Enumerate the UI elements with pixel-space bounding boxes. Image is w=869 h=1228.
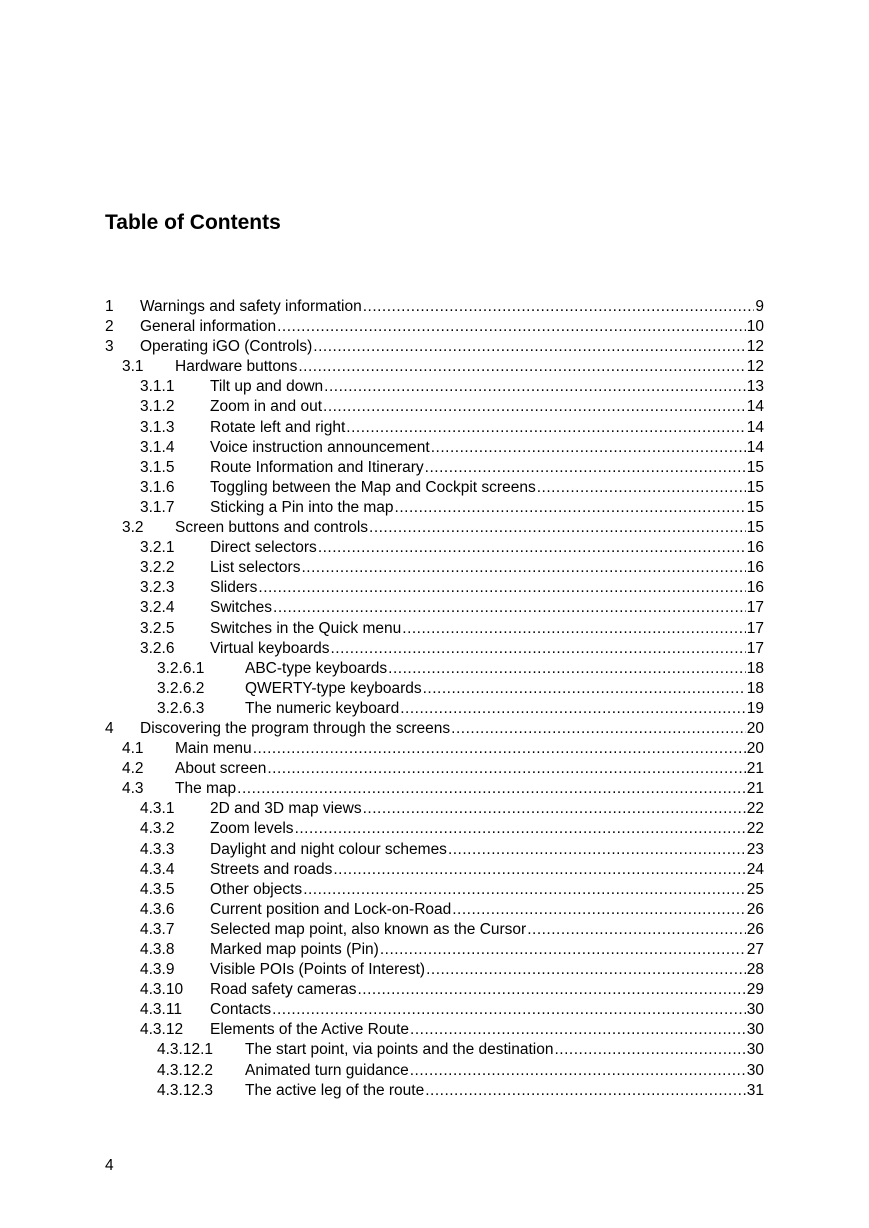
toc-entry[interactable] — [0, 679, 869, 699]
toc-entry-body — [175, 357, 764, 377]
toc-entry[interactable] — [0, 900, 869, 920]
toc-entry-body — [210, 438, 764, 458]
toc-entry[interactable] — [0, 920, 869, 940]
toc-entry-page: 29 — [746, 981, 764, 999]
toc-entry-body — [210, 1020, 764, 1040]
toc-entry-body — [175, 739, 764, 759]
toc-dot-leader — [267, 759, 745, 779]
toc-entry-body — [210, 619, 764, 639]
toc-entry[interactable] — [0, 518, 869, 538]
toc-entry-body — [210, 900, 764, 920]
toc-entry[interactable] — [0, 1081, 869, 1101]
toc-entry-body — [245, 1081, 764, 1101]
toc-entry-body — [210, 639, 764, 659]
toc-entry[interactable] — [0, 960, 869, 980]
toc-entry-page: 20 — [746, 740, 764, 758]
toc-entry-page: 12 — [746, 338, 764, 356]
toc-entry-body — [140, 317, 764, 337]
toc-dot-leader — [380, 940, 746, 960]
toc-entry-page: 30 — [746, 1001, 764, 1019]
toc-dot-leader — [333, 860, 745, 880]
toc-dot-leader — [425, 1081, 746, 1101]
toc-entry-page: 9 — [755, 298, 764, 315]
toc-dot-leader — [431, 438, 746, 458]
toc-entry[interactable] — [0, 639, 869, 659]
toc-entry-title: Warnings and safety information — [140, 297, 363, 317]
toc-entry-number: 3.2.6.2 — [157, 679, 205, 697]
toc-entry-title: Contacts — [210, 1000, 272, 1020]
toc-entry-title: Hardware buttons — [175, 357, 298, 377]
toc-entry-page: 16 — [746, 559, 764, 577]
toc-entry-page: 25 — [746, 880, 764, 898]
toc-entry[interactable] — [0, 880, 869, 900]
toc-entry-number: 3.2.2 — [140, 559, 175, 577]
toc-entry-page: 14 — [746, 398, 764, 416]
toc-dot-leader — [369, 518, 746, 538]
toc-entry-page: 12 — [746, 358, 764, 376]
toc-entry-title: About screen — [175, 759, 267, 779]
toc-entry-number: 4.3.2 — [140, 820, 175, 838]
toc-dot-leader — [273, 598, 746, 618]
toc-dot-leader — [448, 840, 746, 860]
toc-entry-body — [245, 699, 764, 719]
toc-entry[interactable] — [0, 940, 869, 960]
toc-entry-number: 4 — [105, 719, 114, 737]
toc-entry-page: 30 — [746, 1021, 764, 1039]
toc-entry-number: 4.3.8 — [140, 941, 175, 958]
toc-entry-body — [175, 779, 764, 799]
toc-entry-page: 30 — [746, 1061, 764, 1079]
toc-entry-title: 2D and 3D map views — [210, 799, 363, 819]
toc-dot-leader — [258, 578, 745, 598]
toc-entry[interactable] — [0, 357, 869, 377]
toc-dot-leader — [277, 317, 746, 337]
toc-entry-number: 3.1.6 — [140, 478, 175, 496]
toc-entry-number: 3.2.6.3 — [157, 699, 205, 717]
toc-entry-body — [210, 558, 764, 578]
page-number: 4 — [105, 1157, 114, 1174]
toc-dot-leader — [318, 538, 746, 558]
toc-entry-page: 15 — [746, 498, 764, 516]
toc-list — [0, 297, 869, 1101]
toc-entry-number: 2 — [105, 318, 114, 336]
toc-entry[interactable] — [0, 498, 869, 518]
toc-entry-title: Visible POIs (Points of Interest) — [210, 960, 426, 980]
toc-entry-title: Direct selectors — [210, 538, 318, 558]
toc-entry-number: 4.3.7 — [140, 920, 175, 938]
toc-entry-body — [210, 1000, 764, 1020]
toc-entry[interactable] — [0, 1040, 869, 1060]
toc-entry-body — [210, 840, 764, 860]
toc-dot-leader — [357, 980, 745, 1000]
toc-entry[interactable] — [0, 759, 869, 779]
toc-entry-page: 26 — [746, 900, 764, 918]
toc-entry-title: Route Information and Itinerary — [210, 458, 425, 478]
toc-dot-leader — [346, 418, 745, 438]
toc-entry[interactable] — [0, 578, 869, 598]
toc-entry[interactable] — [0, 799, 869, 819]
toc-entry-body — [245, 1061, 764, 1081]
toc-dot-leader — [410, 1020, 746, 1040]
toc-entry-title: Road safety cameras — [210, 980, 357, 1000]
toc-entry[interactable] — [0, 619, 869, 639]
toc-dot-leader — [410, 1061, 746, 1081]
toc-entry-page: 19 — [746, 699, 764, 717]
toc-entry-page: 28 — [746, 961, 764, 979]
toc-dot-leader — [237, 779, 746, 799]
toc-entry-title: Current position and Lock-on-Road — [210, 900, 452, 920]
toc-entry-title: Daylight and night colour schemes — [210, 840, 448, 860]
toc-entry-body — [210, 478, 764, 498]
toc-entry-page: 17 — [746, 639, 764, 657]
toc-dot-leader — [423, 679, 746, 699]
toc-dot-leader — [451, 719, 746, 739]
toc-entry[interactable] — [0, 1000, 869, 1020]
toc-dot-leader — [323, 397, 746, 417]
toc-entry-title: Discovering the program through the screens — [140, 719, 451, 739]
toc-entry-page: 14 — [746, 418, 764, 436]
toc-dot-leader — [272, 1000, 746, 1020]
toc-entry-number: 4.3.6 — [140, 900, 175, 918]
toc-entry-number: 4.3.11 — [140, 1001, 182, 1019]
toc-entry-title: Sticking a Pin into the map — [210, 498, 395, 518]
toc-entry-body — [245, 679, 764, 699]
toc-entry-body — [210, 940, 764, 960]
toc-entry[interactable] — [0, 418, 869, 438]
toc-entry[interactable] — [0, 1020, 869, 1040]
toc-entry-body — [210, 920, 764, 940]
toc-entry-body — [245, 1040, 764, 1060]
toc-entry-number: 4.3.1 — [140, 800, 175, 818]
toc-entry-number: 3.1.1 — [140, 378, 175, 396]
toc-entry-page: 31 — [746, 1081, 764, 1099]
toc-entry[interactable] — [0, 478, 869, 498]
toc-entry-body — [210, 418, 764, 438]
toc-dot-leader — [301, 558, 745, 578]
toc-entry-number: 4.2 — [122, 760, 144, 778]
toc-entry[interactable] — [0, 699, 869, 719]
toc-entry-page: 16 — [746, 539, 764, 557]
toc-entry[interactable] — [0, 377, 869, 397]
toc-entry-body — [245, 659, 764, 679]
toc-entry-body — [210, 538, 764, 558]
toc-dot-leader — [388, 659, 746, 679]
toc-entry-number: 3.2 — [122, 519, 144, 537]
toc-entry-number: 4.3.10 — [140, 981, 184, 999]
toc-entry-body — [210, 498, 764, 518]
toc-entry-page: 15 — [746, 478, 764, 496]
toc-entry-page: 23 — [746, 840, 764, 858]
toc-entry-number: 3.1.2 — [140, 398, 175, 416]
toc-entry-page: 10 — [746, 318, 764, 336]
toc-dot-leader — [527, 920, 746, 940]
toc-entry-number: 1 — [105, 298, 114, 315]
toc-entry-page: 18 — [746, 679, 764, 697]
toc-entry-body — [210, 578, 764, 598]
toc-entry-page: 21 — [746, 780, 764, 798]
toc-entry-page: 30 — [746, 1041, 764, 1059]
toc-entry-page: 17 — [746, 599, 764, 617]
toc-dot-leader — [313, 337, 745, 357]
toc-entry-number: 4.3.12 — [140, 1021, 184, 1039]
toc-entry[interactable] — [0, 819, 869, 839]
toc-entry-number: 4.3.4 — [140, 860, 175, 878]
toc-entry-number: 3 — [105, 338, 114, 356]
toc-entry-title: Elements of the Active Route — [210, 1020, 410, 1040]
toc-entry-title: Zoom in and out — [210, 397, 323, 417]
toc-entry-title: General information — [140, 317, 277, 337]
toc-entry-body — [210, 799, 764, 819]
toc-dot-leader — [537, 478, 746, 498]
toc-entry[interactable] — [0, 779, 869, 799]
toc-entry-body — [175, 759, 764, 779]
toc-entry[interactable] — [0, 598, 869, 618]
toc-entry-body — [210, 458, 764, 478]
toc-dot-leader — [330, 639, 745, 659]
toc-entry-title: Animated turn guidance — [245, 1061, 410, 1081]
toc-entry-number: 3.1.3 — [140, 418, 175, 436]
toc-entry-body — [140, 297, 764, 317]
toc-entry-page: 13 — [746, 378, 764, 396]
toc-entry-title: The start point, via points and the destination — [245, 1040, 554, 1060]
toc-entry-number: 4.3.12.2 — [157, 1061, 214, 1079]
toc-entry-number: 3.2.3 — [140, 579, 175, 597]
toc-entry-number: 4.3.12.1 — [157, 1041, 214, 1059]
toc-entry-page: 24 — [746, 860, 764, 878]
toc-entry-title: Streets and roads — [210, 860, 333, 880]
toc-entry-title: ABC-type keyboards — [245, 659, 388, 679]
toc-entry-title: Operating iGO (Controls) — [140, 337, 313, 357]
toc-entry-number: 3.1.7 — [140, 498, 175, 516]
toc-dot-leader — [402, 619, 745, 639]
toc-entry-title: Main menu — [175, 739, 253, 759]
toc-entry-number: 4.3.12.3 — [157, 1081, 214, 1099]
toc-entry-body — [210, 397, 764, 417]
toc-entry[interactable] — [0, 317, 869, 337]
toc-entry-number: 3.1.5 — [140, 458, 175, 476]
toc-entry-title: Marked map points (Pin) — [210, 940, 380, 960]
toc-title: Table of Contents — [105, 211, 281, 234]
toc-dot-leader — [253, 739, 746, 759]
toc-entry-title: Sliders — [210, 578, 258, 598]
toc-entry-page: 15 — [746, 519, 764, 537]
toc-dot-leader — [363, 297, 755, 317]
toc-entry-title: Virtual keyboards — [210, 639, 330, 659]
toc-entry-title: List selectors — [210, 558, 301, 578]
toc-entry-page: 20 — [746, 719, 764, 737]
toc-entry-title: The active leg of the route — [245, 1081, 425, 1101]
toc-entry-body — [210, 980, 764, 1000]
toc-entry-title: QWERTY-type keyboards — [245, 679, 423, 699]
toc-dot-leader — [295, 819, 746, 839]
toc-entry-title: Tilt up and down — [210, 377, 324, 397]
toc-entry-body — [175, 518, 764, 538]
toc-entry-number: 4.3.5 — [140, 880, 175, 898]
toc-entry-number: 3.2.1 — [140, 539, 175, 557]
toc-entry[interactable] — [0, 980, 869, 1000]
toc-entry-page: 14 — [746, 438, 764, 456]
toc-entry-title: The map — [175, 779, 237, 799]
toc-entry-title: Toggling between the Map and Cockpit screens — [210, 478, 537, 498]
toc-entry-body — [210, 860, 764, 880]
toc-entry-body — [210, 377, 764, 397]
toc-entry-title: Switches in the Quick menu — [210, 619, 402, 639]
toc-entry-title: Voice instruction announcement — [210, 438, 431, 458]
toc-entry-number: 3.2.6.1 — [157, 659, 205, 677]
toc-dot-leader — [452, 900, 746, 920]
toc-dot-leader — [395, 498, 746, 518]
toc-entry-title: Zoom levels — [210, 819, 295, 839]
toc-entry-number: 4.3 — [122, 780, 144, 798]
toc-entry-title: Other objects — [210, 880, 303, 900]
toc-entry-number: 4.1 — [122, 740, 144, 758]
toc-entry[interactable] — [0, 659, 869, 679]
toc-entry-title: Screen buttons and controls — [175, 518, 369, 538]
toc-entry-page: 26 — [746, 920, 764, 938]
toc-dot-leader — [363, 799, 746, 819]
toc-entry[interactable] — [0, 337, 869, 357]
toc-entry[interactable] — [0, 719, 869, 739]
toc-entry-page: 22 — [746, 800, 764, 818]
toc-entry-body — [210, 960, 764, 980]
toc-entry-number: 4.3.3 — [140, 840, 175, 858]
toc-entry-number: 3.2.5 — [140, 619, 175, 637]
toc-entry-number: 3.2.4 — [140, 599, 175, 617]
toc-entry-page: 18 — [746, 659, 764, 677]
toc-entry-page: 21 — [746, 760, 764, 778]
toc-entry-body — [210, 880, 764, 900]
toc-entry-number: 3.1.4 — [140, 438, 175, 456]
toc-entry[interactable] — [0, 860, 869, 880]
toc-entry[interactable] — [0, 438, 869, 458]
toc-entry[interactable] — [0, 1061, 869, 1081]
toc-entry-title: Rotate left and right — [210, 418, 346, 438]
toc-entry-page: 17 — [746, 619, 764, 637]
toc-dot-leader — [298, 357, 745, 377]
toc-entry-title: Selected map point, also known as the Cursor — [210, 920, 527, 940]
toc-entry-title: The numeric keyboard — [245, 699, 400, 719]
toc-entry[interactable] — [0, 558, 869, 578]
toc-entry-page: 27 — [746, 941, 764, 958]
toc-entry-title: Switches — [210, 598, 273, 618]
toc-entry-page: 16 — [746, 579, 764, 597]
toc-entry-number: 3.2.6 — [140, 639, 175, 657]
toc-entry[interactable] — [0, 297, 869, 317]
toc-entry-number: 4.3.9 — [140, 961, 175, 979]
toc-entry-body — [140, 337, 764, 357]
toc-dot-leader — [426, 960, 746, 980]
toc-entry[interactable] — [0, 739, 869, 759]
toc-dot-leader — [554, 1040, 745, 1060]
toc-entry-body — [210, 598, 764, 618]
toc-entry[interactable] — [0, 538, 869, 558]
toc-entry-page: 22 — [746, 820, 764, 838]
toc-entry[interactable] — [0, 397, 869, 417]
toc-entry[interactable] — [0, 458, 869, 478]
toc-dot-leader — [400, 699, 746, 719]
toc-entry-body — [210, 819, 764, 839]
toc-entry[interactable] — [0, 840, 869, 860]
toc-entry-body — [140, 719, 764, 739]
toc-entry-page: 15 — [746, 458, 764, 476]
toc-dot-leader — [303, 880, 746, 900]
toc-dot-leader — [425, 458, 746, 478]
toc-dot-leader — [324, 377, 746, 397]
toc-entry-number: 3.1 — [122, 358, 144, 376]
